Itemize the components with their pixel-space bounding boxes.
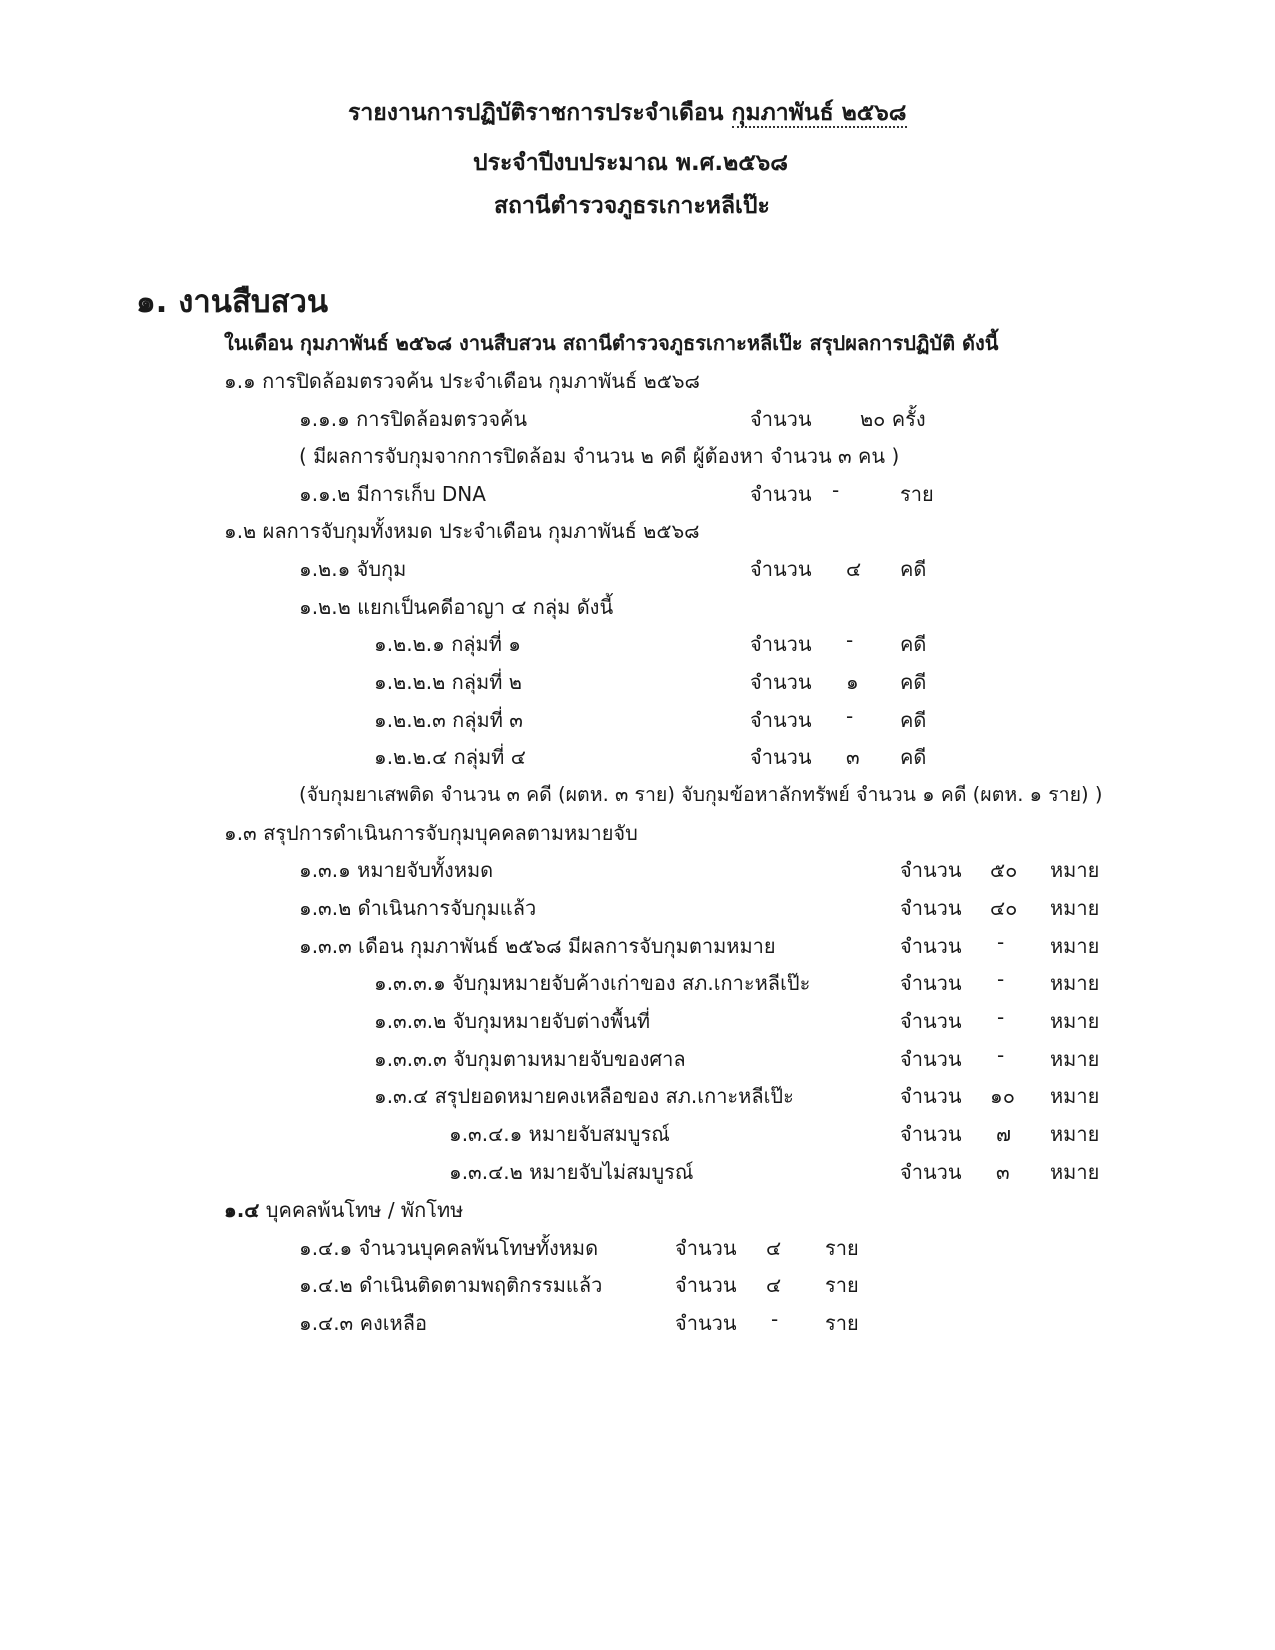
item-value: - — [846, 704, 854, 728]
item-count-word: จำนวน — [900, 1084, 962, 1108]
report-month-year: กุมภาพันธ์ ๒๕๖๘ — [731, 100, 907, 126]
subsection-number: ๑.๔ — [224, 1198, 260, 1222]
item-unit: หมาย — [1050, 1160, 1100, 1184]
item-label: ๑.๒.๑ จับกุม — [299, 557, 407, 581]
fiscal-year: ประจำปีงบประมาณ พ.ศ.๒๕๖๘ — [473, 150, 789, 176]
item-value: - — [997, 930, 1005, 954]
item-note: ( มีผลการจับกุมจากการปิดล้อม จำนวน ๒ คดี ผู้ต้องหา จำนวน ๓ คน ) — [299, 444, 900, 468]
item-label: ๑.๓.๓.๓ จับกุมตามหมายจับของศาล — [374, 1047, 686, 1071]
item-label: ๑.๒.๒.๓ กลุ่มที่ ๓ — [374, 708, 523, 732]
item-label: ๑.๓.๔.๒ หมายจับไม่สมบูรณ์ — [449, 1160, 694, 1184]
item-count-word: จำนวน — [900, 971, 962, 995]
item-value: - — [997, 1043, 1005, 1067]
item-count-word: จำนวน — [900, 1047, 962, 1071]
item-count-word: จำนวน — [750, 745, 812, 769]
report-title-prefix: รายงานการปฏิบัติราชการประจำเดือน — [348, 100, 724, 126]
item-count-word: จำนวน — [750, 407, 812, 431]
item-count-word: จำนวน — [750, 708, 812, 732]
item-count-word: จำนวน — [750, 482, 812, 506]
item-unit: ราย — [900, 482, 934, 506]
item-value: ๗ — [996, 1122, 1012, 1146]
report-title — [348, 95, 907, 131]
item-label: ๑.๑.๒ มีการเก็บ DNA — [299, 482, 486, 506]
item-note: (จับกุมยาเสพติด จำนวน ๓ คดี (ผตห. ๓ ราย) จับกุมข้อหาลักทรัพย์ จำนวน ๑ คดี (ผตห. ๑ ราย) ) — [299, 783, 1103, 806]
item-value: - — [997, 967, 1005, 991]
section-heading: ๑. งานสืบสวน — [136, 284, 329, 320]
item-unit: ราย — [825, 1311, 859, 1335]
item-label: ๑.๓.๔ สรุปยอดหมายคงเหลือของ สภ.เกาะหลีเป๊ะ — [374, 1084, 794, 1108]
item-label: ๑.๔.๑ จำนวนบุคคลพ้นโทษทั้งหมด — [299, 1236, 599, 1260]
item-label: ๑.๔.๒ ดำเนินติดตามพฤติกรรมแล้ว — [299, 1273, 603, 1297]
item-label: ๑.๒.๒ แยกเป็นคดีอาญา ๔ กลุ่ม ดังนี้ — [299, 595, 614, 619]
item-count-word: จำนวน — [900, 934, 962, 958]
station-name: สถานีตำรวจภูธรเกาะหลีเป๊ะ — [494, 193, 770, 219]
subsection-heading-1-1: ๑.๑ การปิดล้อมตรวจค้น ประจำเดือน กุมภาพันธ์ ๒๕๖๘ — [224, 369, 700, 393]
section-intro: ในเดือน กุมภาพันธ์ ๒๕๖๘ งานสืบสวน สถานีตำรวจภูธรเกาะหลีเป๊ะ สรุปผลการปฏิบัติ ดังนี้ — [224, 331, 999, 355]
item-unit: คดี — [900, 670, 927, 694]
item-label: ๑.๓.๓ เดือน กุมภาพันธ์ ๒๕๖๘ มีผลการจับกุมตามหมาย — [299, 934, 776, 958]
item-count-word: จำนวน — [750, 632, 812, 656]
item-count-word: จำนวน — [900, 896, 962, 920]
item-value: - — [997, 1005, 1005, 1029]
item-unit: หมาย — [1050, 1122, 1100, 1146]
item-count-word: จำนวน — [675, 1273, 737, 1297]
subsection-heading-1-3: ๑.๓ สรุปการดำเนินการจับกุมบุคคลตามหมายจับ — [224, 821, 638, 845]
item-unit: คดี — [900, 632, 927, 656]
item-label: ๑.๒.๒.๔ กลุ่มที่ ๔ — [374, 745, 526, 769]
item-count-word: จำนวน — [900, 858, 962, 882]
item-label: ๑.๓.๑ หมายจับทั้งหมด — [299, 858, 494, 882]
item-unit: คดี — [900, 557, 927, 581]
item-label: ๑.๑.๑ การปิดล้อมตรวจค้น — [299, 407, 528, 431]
item-value: ๔ — [766, 1236, 782, 1260]
item-value: ๓ — [996, 1160, 1010, 1184]
item-value: ๑ — [846, 670, 859, 694]
item-count-word: จำนวน — [900, 1009, 962, 1033]
item-label: ๑.๒.๒.๑ กลุ่มที่ ๑ — [374, 632, 521, 656]
item-label: ๑.๒.๒.๒ กลุ่มที่ ๒ — [374, 670, 522, 694]
item-label: ๑.๓.๔.๑ หมายจับสมบูรณ์ — [449, 1122, 670, 1146]
item-value: ๔๐ — [990, 896, 1018, 920]
item-unit: ราย — [825, 1236, 859, 1260]
item-value: ๓ — [846, 745, 860, 769]
item-count-word: จำนวน — [900, 1160, 962, 1184]
item-count-word: จำนวน — [900, 1122, 962, 1146]
item-value: ๔ — [846, 557, 862, 581]
item-label: ๑.๔.๓ คงเหลือ — [299, 1311, 428, 1335]
item-unit: หมาย — [1050, 971, 1100, 995]
item-unit: หมาย — [1050, 934, 1100, 958]
item-count-word: จำนวน — [750, 670, 812, 694]
item-value: - — [771, 1307, 779, 1331]
item-value: ๒๐ ครั้ง — [860, 407, 926, 431]
item-unit: หมาย — [1050, 1009, 1100, 1033]
item-count-word: จำนวน — [675, 1311, 737, 1335]
item-unit: หมาย — [1050, 1047, 1100, 1071]
item-unit: หมาย — [1050, 858, 1100, 882]
subsection-title: บุคคลพ้นโทษ / พักโทษ — [259, 1198, 464, 1222]
item-label: ๑.๓.๓.๒ จับกุมหมายจับต่างพื้นที่ — [374, 1009, 651, 1033]
subsection-heading-1-2: ๑.๒ ผลการจับกุมทั้งหมด ประจำเดือน กุมภาพันธ์ ๒๕๖๘ — [224, 519, 700, 543]
subsection-heading-1-4 — [224, 1194, 463, 1226]
item-value: ๕๐ — [990, 858, 1018, 882]
item-unit: ราย — [825, 1273, 859, 1297]
item-count-word: จำนวน — [675, 1236, 737, 1260]
item-value: ๑๐ — [990, 1084, 1015, 1108]
item-unit: คดี — [900, 708, 927, 732]
item-unit: หมาย — [1050, 1084, 1100, 1108]
item-value: - — [832, 478, 840, 502]
item-unit: คดี — [900, 745, 927, 769]
item-label: ๑.๓.๒ ดำเนินการจับกุมแล้ว — [299, 896, 537, 920]
item-unit: หมาย — [1050, 896, 1100, 920]
item-value: ๔ — [766, 1273, 782, 1297]
item-label: ๑.๓.๓.๑ จับกุมหมายจับค้างเก่าของ สภ.เกาะหลีเป๊ะ — [374, 971, 811, 995]
item-count-word: จำนวน — [750, 557, 812, 581]
item-value: - — [846, 628, 854, 652]
